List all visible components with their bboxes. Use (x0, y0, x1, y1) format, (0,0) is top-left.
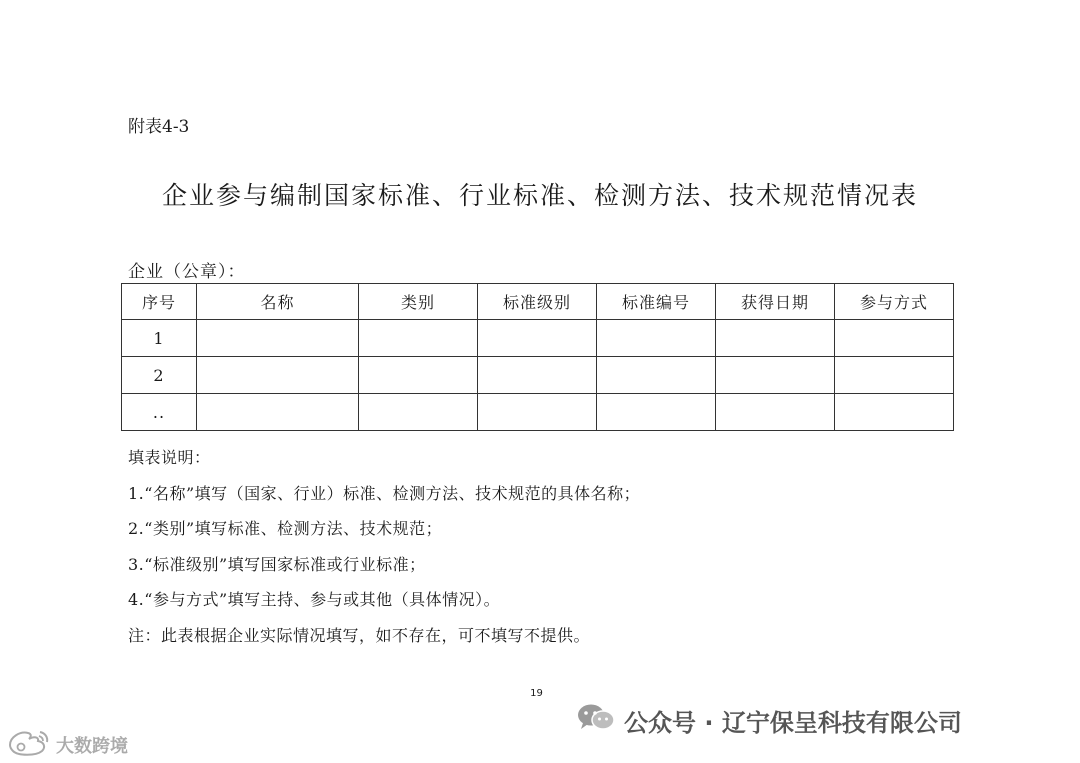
header-participation-mode: 参与方式 (835, 284, 954, 320)
header-standard-number: 标准编号 (597, 284, 716, 320)
table-cell (716, 394, 835, 431)
header-date-obtained: 获得日期 (716, 284, 835, 320)
row-index: 1 (122, 320, 197, 357)
table-cell (478, 320, 597, 357)
wechat-icon (576, 702, 616, 738)
table-row (122, 320, 954, 357)
appendix-label: 附表4-3 (128, 117, 190, 137)
table-cell (478, 357, 597, 394)
instruction-item: 4.“参与方式”填写主持、参与或其他（具体情况）。 (128, 590, 501, 609)
header-index: 序号 (122, 284, 197, 320)
corner-watermark (6, 728, 128, 761)
table-header-row (122, 284, 954, 320)
table-cell (716, 357, 835, 394)
table-cell (478, 394, 597, 431)
table-cell (835, 394, 954, 431)
wechat-account-text: 公众号 · 辽宁保呈科技有限公司 (624, 708, 962, 737)
table-cell (197, 357, 359, 394)
table-cell (359, 357, 478, 394)
corner-watermark-text: 大数跨境 (56, 735, 128, 757)
table-cell (835, 357, 954, 394)
page-number: 19 (530, 688, 543, 699)
instruction-item: 3.“标准级别”填写国家标准或行业标准； (128, 554, 426, 574)
table-cell (597, 320, 716, 357)
standards-table (121, 283, 954, 431)
row-index: .. (122, 394, 197, 431)
weibo-logo-icon (6, 728, 52, 761)
table-row (122, 357, 954, 394)
company-seal-label: 企业（公章）： (128, 262, 246, 282)
header-name: 名称 (197, 284, 359, 320)
instruction-item: 1.“名称”填写（国家、行业）标准、检测方法、技术规范的具体名称； (128, 483, 641, 503)
table-cell (597, 394, 716, 431)
instruction-item: 2.“类别”填写标准、检测方法、技术规范； (128, 519, 443, 538)
table-cell (359, 394, 478, 431)
remark-note: 注：此表根据企业实际情况填写，如不存在，可不填写不提供。 (128, 625, 591, 645)
table-cell (716, 320, 835, 357)
form-title: 企业参与编制国家标准、行业标准、检测方法、技术规范情况表 (161, 181, 918, 210)
instructions-heading: 填表说明： (128, 448, 211, 467)
table-cell (597, 357, 716, 394)
row-index: 2 (122, 357, 197, 394)
table-cell (359, 320, 478, 357)
header-category: 类别 (359, 284, 478, 320)
wechat-watermark (576, 702, 962, 738)
filling-instructions (128, 440, 640, 653)
table-cell (197, 320, 359, 357)
table-cell (197, 394, 359, 431)
table-cell (835, 320, 954, 357)
header-standard-level: 标准级别 (478, 284, 597, 320)
table-row (122, 394, 954, 431)
